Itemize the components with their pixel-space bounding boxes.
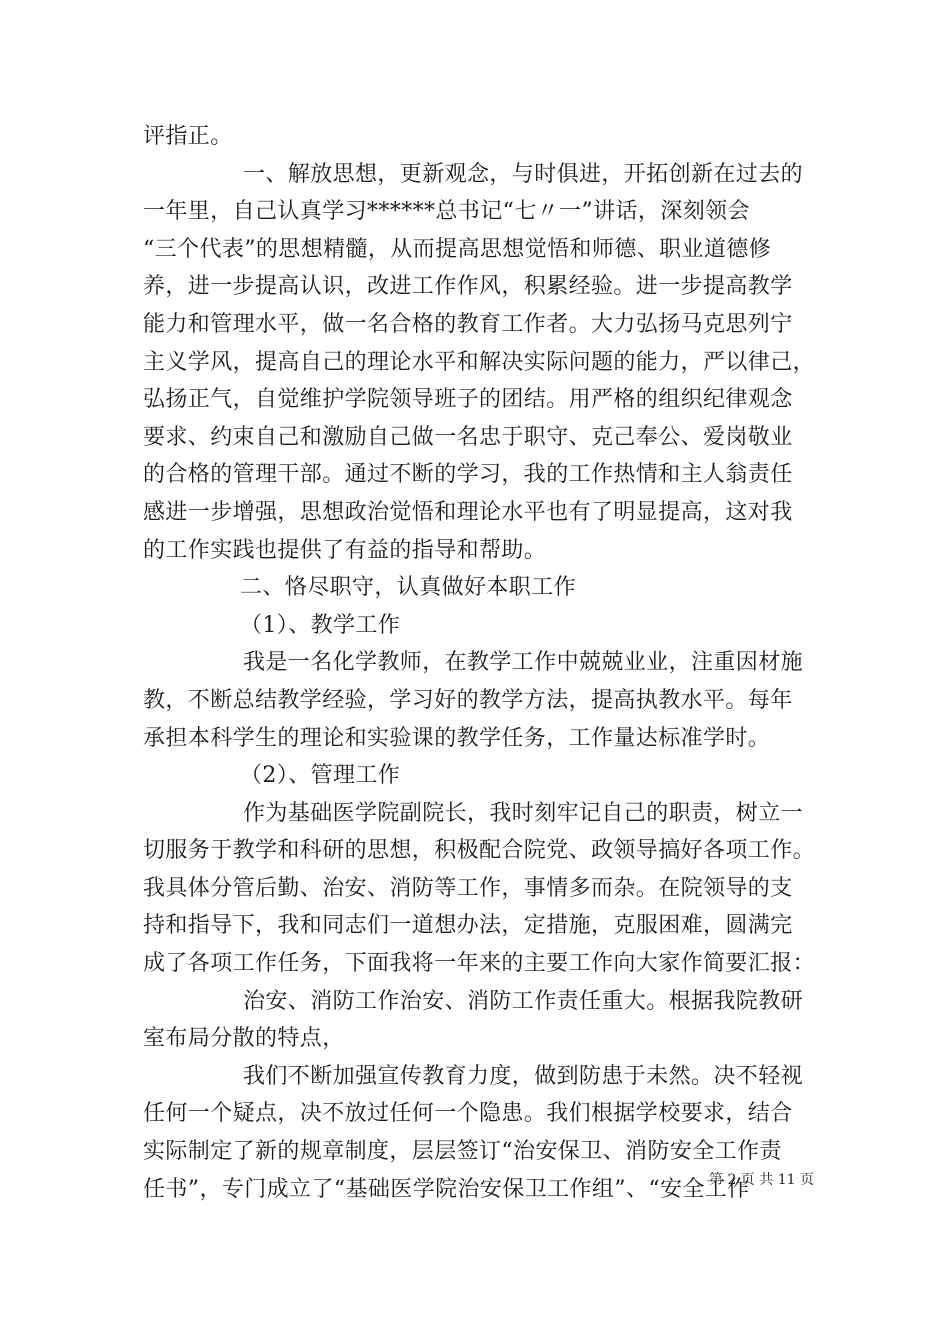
text-line: 要求、约束自己和激励自己做一名忠于职守、克己奉公、爱岗敬业 — [143, 424, 793, 450]
text-line: 我们不断加强宣传教育力度，做到防患于未然。决不轻视 — [243, 1063, 804, 1089]
text-line: 室布局分散的特点， — [143, 1026, 345, 1052]
body-text — [143, 118, 816, 1208]
text-line: 持和指导下，我和同志们一道想办法，定措施，克服困难，圆满完 — [143, 913, 793, 939]
page-number-footer: 第 2 页 共 11 页 — [709, 1172, 814, 1188]
text-line: 养，进一步提高认识，改进工作作风，积累经验。进一步提高教学 — [143, 274, 793, 300]
text-line: 主义学风，提高自己的理论水平和解决实际问题的能力，严以律己， — [143, 349, 816, 375]
text-line: 一年里，自己认真学习******总书记“七〃一”讲话，深刻领会 — [143, 199, 750, 225]
text-line: 作为基础医学院副院长，我时刻牢记自己的职责，树立一 — [243, 800, 804, 826]
text-line: 承担本科学生的理论和实验课的教学任务，工作量达标准学时。 — [143, 725, 771, 751]
text-line: “三个代表”的思想精髓，从而提高思想觉悟和师德、职业道德修 — [143, 236, 772, 262]
text-line: 教，不断总结教学经验，学习好的教学方法，提高执教水平。每年 — [143, 687, 793, 713]
text-line: 我具体分管后勤、治安、消防等工作，事情多而杂。在院领导的支 — [143, 875, 793, 901]
subsection-heading-management: （2）、管理工作 — [240, 763, 401, 789]
text-line: 能力和管理水平，做一名合格的教育工作者。大力弘扬马克思列宁 — [143, 311, 793, 337]
text-line: 成了各项工作任务，下面我将一年来的主要工作向大家作简要汇报： — [143, 951, 816, 977]
text-line: 我是一名化学教师，在教学工作中兢兢业业，注重因材施 — [243, 650, 804, 676]
section-heading-1: 一、解放思想，更新观念，与时俱进，开拓创新在过去的 — [243, 161, 804, 187]
text-line: 实际制定了新的规章制度，层层签订“治安保卫、消防安全工作责 — [143, 1139, 782, 1165]
text-line: 任何一个疑点，决不放过任何一个隐患。我们根据学校要求，结合 — [143, 1101, 793, 1127]
text-line: 评指正。 — [143, 124, 233, 149]
text-line: 任书”，专门成立了“基础医学院治安保卫工作组”、“安全工作 — [143, 1176, 750, 1202]
text-line: 弘扬正气，自觉维护学院领导班子的团结。用严格的组织纪律观念 — [143, 387, 793, 413]
text-line: 切服务于教学和科研的思想，积极配合院党、政领导搞好各项工作。 — [143, 838, 816, 864]
text-line: 的合格的管理干部。通过不断的学习，我的工作热情和主人翁责任 — [143, 462, 793, 488]
text-line: 治安、消防工作治安、消防工作责任重大。根据我院教研 — [243, 988, 804, 1014]
text-line: 的工作实践也提供了有益的指导和帮助。 — [143, 537, 547, 563]
text-line: 感进一步增强，思想政治觉悟和理论水平也有了明显提高，这对我 — [143, 499, 793, 525]
section-heading-2: 二、恪尽职守，认真做好本职工作 — [240, 575, 577, 601]
subsection-heading-teaching: （1）、教学工作 — [240, 612, 401, 638]
